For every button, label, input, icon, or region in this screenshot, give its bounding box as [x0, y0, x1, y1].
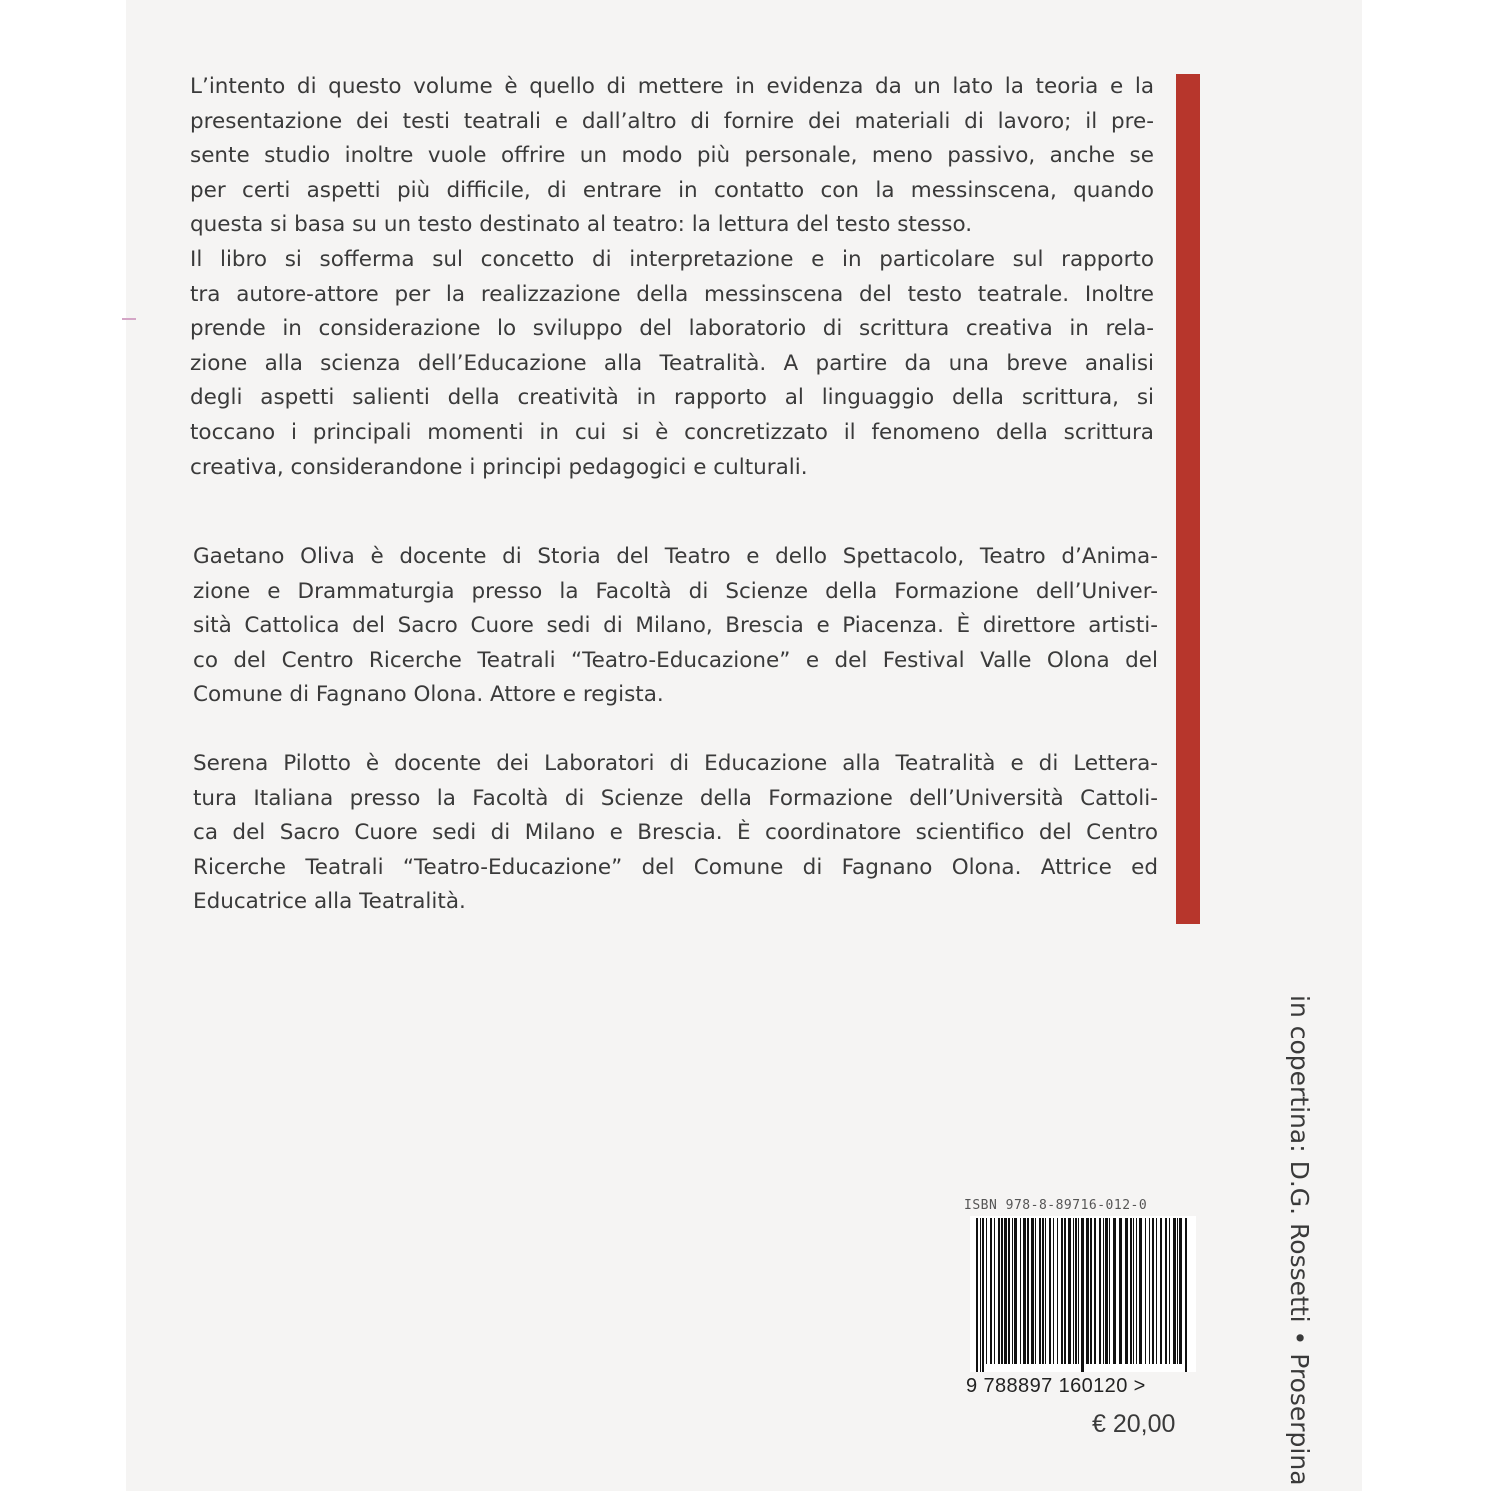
bio-line: tura Italiana presso la Facoltà di Scienze della Formazione dell’Università Cattoli- [193, 785, 1158, 811]
bio-line: zione e Drammaturgia presso la Facoltà di Scienze della Formazione dell’Univer- [193, 578, 1158, 604]
intro-line: questa si basa su un testo destinato al teatro: la lettura del testo stesso. [190, 212, 973, 238]
bio-line: co del Centro Ricerche Teatrali “Teatro-Educazione” e del Festival Valle Olona del [193, 647, 1158, 673]
accent-bar [1176, 74, 1200, 924]
cover-credit: in copertina: D.G. Rossetti • Proserpina [1285, 995, 1314, 1486]
intro-paragraph [190, 70, 1154, 485]
bio-line: ca del Sacro Cuore sedi di Milano e Brescia. È coordinatore scientifico del Centro [193, 820, 1158, 846]
bio-line: Serena Pilotto è docente dei Laboratori di Educazione alla Teatralità e di Lettera- [193, 751, 1158, 776]
author-bio-gaetano-oliva [193, 540, 1158, 713]
bio-line: Gaetano Oliva è docente di Storia del Teatro e dello Spettacolo, Teatro d’Anima- [193, 544, 1158, 569]
intro-line: presentazione dei testi teatrali e dall’altro di fornire dei materiali di lavoro; il pre- [190, 108, 1154, 134]
bio-line: Educatrice alla Teatralità. [193, 889, 466, 915]
author-bio-serena-pilotto [193, 747, 1158, 920]
bio-line: Ricerche Teatrali “Teatro-Educazione” del Comune di Fagnano Olona. Attrice ed [193, 854, 1158, 880]
intro-line: degli aspetti salienti della creatività in rapporto al linguaggio della scrittura, si [190, 385, 1154, 411]
isbn-label: ISBN 978-8-89716-012-0 [964, 1198, 1148, 1213]
bio-line: sità Cattolica del Sacro Cuore sedi di Milano, Brescia e Piacenza. È direttore artisti- [193, 613, 1158, 639]
scan-mark [122, 318, 136, 320]
intro-line: sente studio inoltre vuole offrire un modo più personale, meno passivo, anche se [190, 143, 1154, 169]
intro-line: prende in considerazione lo sviluppo del laboratorio di scrittura creativa in rela- [190, 316, 1154, 342]
bio-line: Comune di Fagnano Olona. Attore e regista. [193, 682, 664, 708]
barcode-bars [970, 1216, 1196, 1372]
barcode [970, 1216, 1196, 1372]
intro-line: per certi aspetti più difficile, di entrare in contatto con la messinscena, quando [190, 177, 1154, 203]
intro-line: creativa, considerandone i principi pedagogici e culturali. [190, 454, 808, 480]
barcode-digits: 9 788897 160120 > [966, 1375, 1146, 1397]
intro-line: zione alla scienza dell’Educazione alla Teatralità. A partire da una breve analisi [190, 350, 1154, 376]
intro-line: L’intento di questo volume è quello di mettere in evidenza da un lato la teoria e la [190, 74, 1154, 99]
intro-line: toccano i principali momenti in cui si è concretizzato il fenomeno della scrittura [190, 419, 1154, 445]
intro-line: Il libro si sofferma sul concetto di interpretazione e in particolare sul rapporto [190, 246, 1154, 272]
price: € 20,00 [1092, 1410, 1176, 1438]
intro-line: tra autore-attore per la realizzazione della messinscena del testo teatrale. Inoltre [190, 281, 1154, 307]
